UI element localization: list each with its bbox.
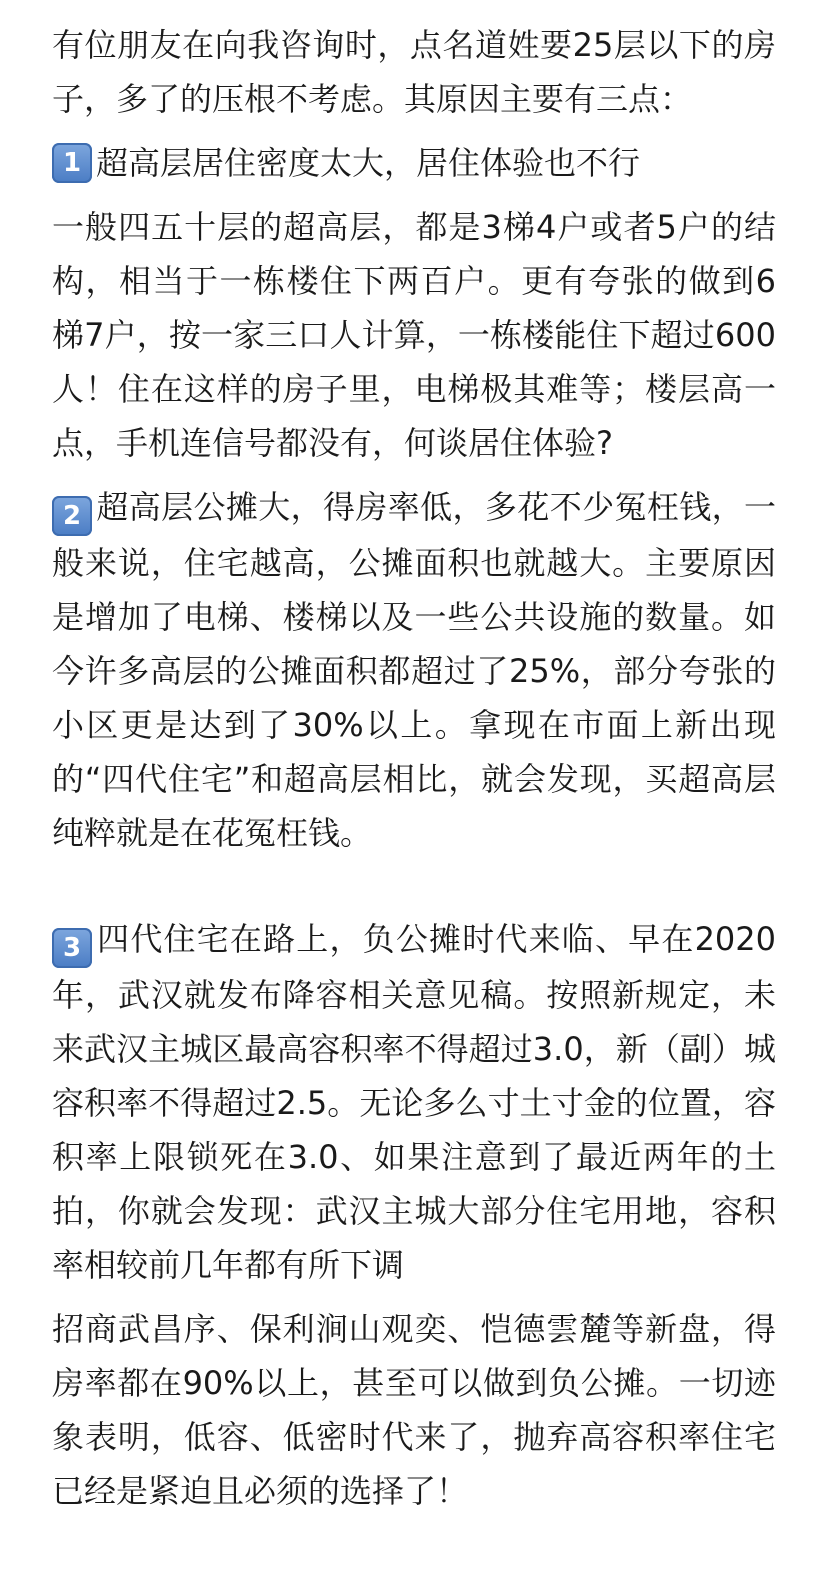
point-2-body: 一般来说，住宅越高，公摊面积也就越大。主要原因是增加了电梯、楼梯以及一些公共设施的数量。如今许多高层的公摊面积都超过了25%，部分夸张的小区更是达到了30%以上。拿现在市面上新出现的“四代住宅”和超高层相比，就会发现，买超高层纯粹就是在花冤枉钱。 [52,488,776,852]
intro-paragraph: 有位朋友在向我咨询时，点名道姓要25层以下的房子，多了的压根不考虑。其原因主要有三点： [52,26,776,118]
point-3-body: 2020年，武汉就发布降容相关意见稿。按照新规定，未来武汉主城区最高容积率不得超过3.0，新（副）城容积率不得超过2.5。无论多么寸土寸金的位置，容积率上限锁死在3.0、如果注意到了最近两年的土拍，你就会发现：武汉主城大部分住宅用地，容积率相较前几年都有所下调 [52,920,776,1284]
keycap-one-icon: 1 [52,143,92,183]
point-2-title: 超高层公摊大，得房率低，多花不少冤枉钱， [96,488,744,526]
point-1-title: 超高层居住密度太大，居住体验也不行 [96,144,641,182]
point-3-title: 四代住宅在路上，负公摊时代来临、早在 [96,920,695,958]
closing-paragraph: 招商武昌序、保利涧山观奕、恺德雲麓等新盘，得房率都在90%以上，甚至可以做到负公摊。一切迹象表明，低容、低密时代来了，抛弃高容积率住宅已经是紧迫且必须的选择了！ [52,1310,776,1510]
point-2-paragraph [52,480,776,860]
keycap-two-icon: 2 [52,496,92,536]
keycap-three-icon: 3 [52,928,92,968]
point-1-heading [52,136,776,190]
point-3-paragraph [52,912,776,1292]
point-1-body: 一般四五十层的超高层，都是3梯4户或者5户的结构，相当于一栋楼住下两百户。更有夸张的做到6梯7户，按一家三口人计算，一栋楼能住下超过600人！住在这样的房子里，电梯极其难等；楼层高一点，手机连信号都没有，何谈居住体验? [52,208,776,462]
